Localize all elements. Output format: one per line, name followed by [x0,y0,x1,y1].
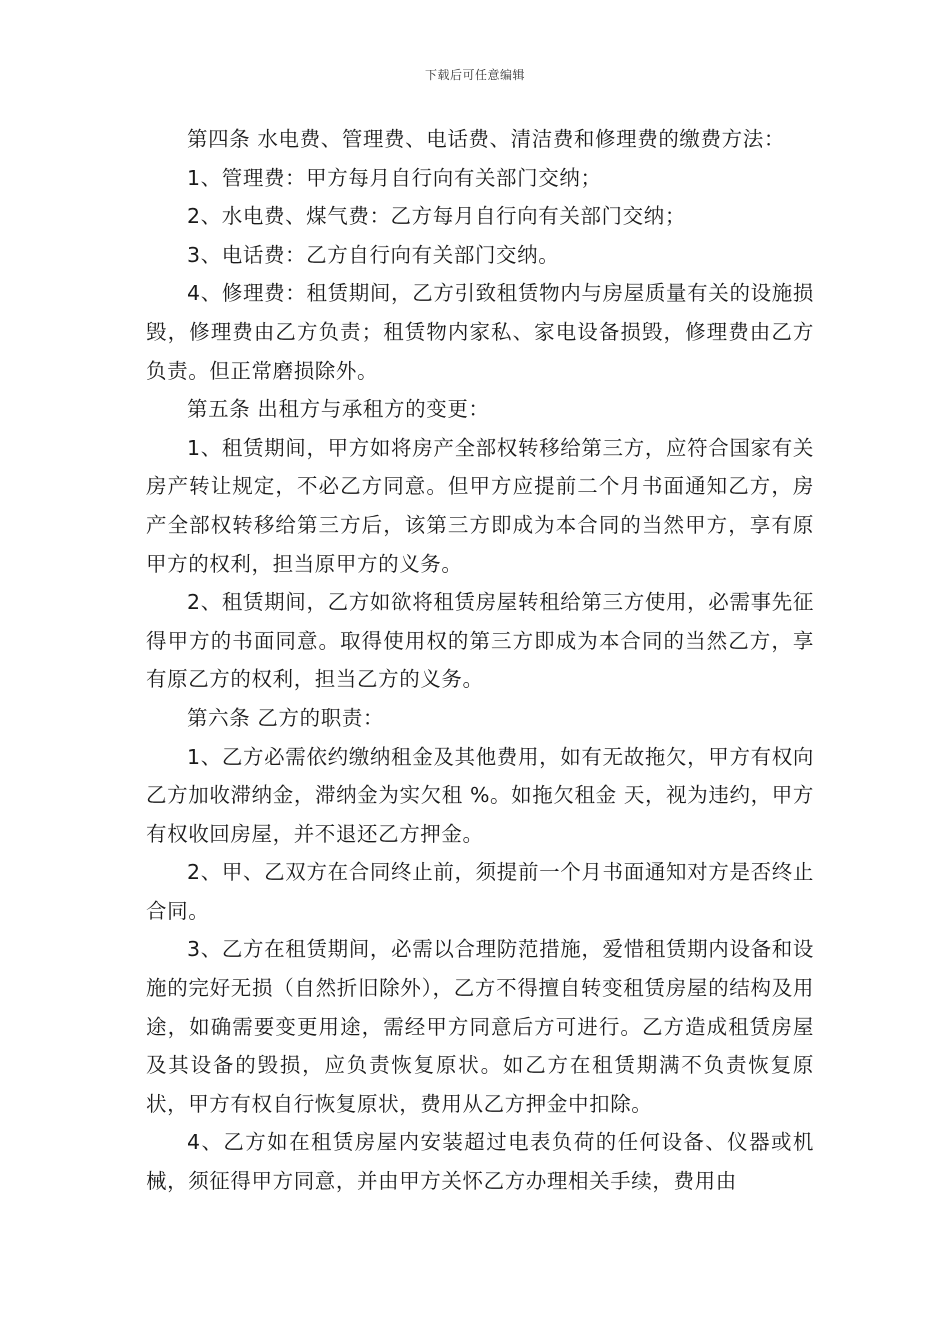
article-5-heading: 第五条 出租方与承租方的变更： [187,397,490,422]
article-5-item-1: 1、租赁期间，甲方如将房产全部权转移给第三方，应符合国家有关房产转让规定，不必乙方同意。但甲方应提前二个月书面通知乙方，房产全部权转移给第三方后，该第三方即成为本合同的当然甲方，享有原甲方的权利，担当原甲方的义务。 [146,435,814,576]
article-6-item-3: 3、乙方在租赁期间，必需以合理防范措施，爱惜租赁期内设备和设施的完好无损（自然折旧除外），乙方不得擅自转变租赁房屋的结构及用途，如确需要变更用途，需经甲方同意后方可进行。乙方造成租赁房屋及其设备的毁损，应负责恢复原状。如乙方在租赁期满不负责恢复原状，甲方有权自行恢复原状，费用从乙方押金中扣除。 [146,937,814,1116]
page-header-note: 下载后可任意编辑 [424,68,525,82]
article-6-item-1: 1、乙方必需依约缴纳租金及其他费用，如有无故拖欠，甲方有权向乙方加收滞纳金，滞纳金为实欠租 %。如拖欠租金 天，视为违约，甲方有权收回房屋，并不退还乙方押金。 [146,744,814,846]
article-4-item-4: 4、修理费：租赁期间，乙方引致租赁物内与房屋质量有关的设施损毁，修理费由乙方负责；租赁物内家私、家电设备损毁，修理费由乙方负责。但正常磨损除外。 [146,281,814,383]
article-6-item-2: 2、甲、乙双方在合同终止前，须提前一个月书面通知对方是否终止合同。 [146,860,814,923]
article-6-item-4: 4、乙方如在租赁房屋内安装超过电表负荷的任何设备、仪器或机械，须征得甲方同意，并由甲方关怀乙方办理相关手续，费用由 [146,1130,814,1194]
document-body [146,120,814,1201]
article-5-item-2: 2、租赁期间，乙方如欲将租赁房屋转租给第三方使用，必需事先征得甲方的书面同意。取得使用权的第三方即成为本合同的当然乙方，享有原乙方的权利，担当乙方的义务。 [146,590,814,692]
article-4-heading: 第四条 水电费、管理费、电话费、清洁费和修理费的缴费方法： [187,127,785,151]
article-4-item-2: 2、水电费、煤气费：乙方每月自行向有关部门交纳； [187,204,686,229]
article-4-item-3: 3、电话费：乙方自行向有关部门交纳。 [187,242,560,267]
article-4-item-1: 1、管理费：甲方每月自行向有关部门交纳； [187,165,602,190]
article-6-heading: 第六条 乙方的职责： [187,705,385,730]
